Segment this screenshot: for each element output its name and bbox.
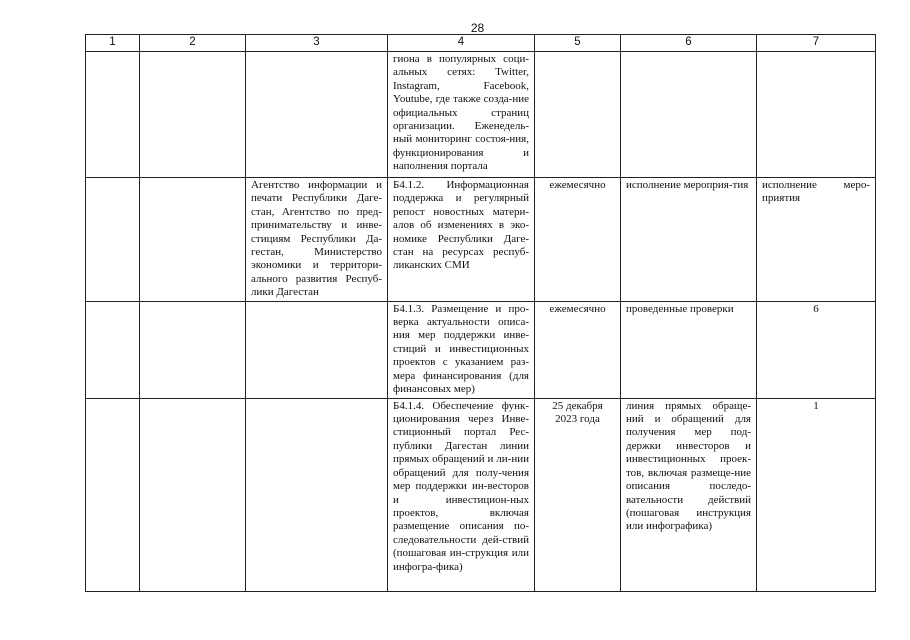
table-cell bbox=[246, 301, 388, 398]
table-cell bbox=[86, 178, 140, 302]
measure-description-cell: гиона в популярных соци-альных сетях: Twitter, Instagram, Facebook, Youtube, где также созда-ние официальных страниц организации. Еженедель-ный мониторинг состоя-ния, функционирования и наполнения портала bbox=[388, 52, 535, 178]
indicator-cell: проведенные проверки bbox=[621, 301, 757, 398]
indicator-cell: линия прямых обраще-ний и обращений для получения мер под-держки инвесторов и инвестиционных проек-тов, включая размеще-ние описания последо-вательности действий (пошаговая инструкция или инфографика) bbox=[621, 398, 757, 591]
table-cell bbox=[246, 398, 388, 591]
target-value-cell: исполнение меро-приятия bbox=[757, 178, 876, 302]
table-cell bbox=[86, 301, 140, 398]
target-value-cell: 1 bbox=[757, 398, 876, 591]
table-cell bbox=[140, 301, 246, 398]
target-value-cell: 6 bbox=[757, 301, 876, 398]
column-header-5: 5 bbox=[535, 35, 621, 52]
column-header-1: 1 bbox=[86, 35, 140, 52]
indicator-cell: исполнение мероприя-тия bbox=[621, 178, 757, 302]
header-row bbox=[86, 35, 876, 52]
document-table bbox=[85, 34, 876, 592]
table-cell bbox=[140, 178, 246, 302]
table-cell bbox=[621, 52, 757, 178]
table-row bbox=[86, 301, 876, 398]
deadline-cell: 25 декабря 2023 года bbox=[535, 398, 621, 591]
deadline-cell: ежемесячно bbox=[535, 178, 621, 302]
table-row bbox=[86, 178, 876, 302]
column-header-3: 3 bbox=[246, 35, 388, 52]
measure-description-cell: Б4.1.2. Информационная поддержка и регулярный репост новостных матери-алов об изменениях в эко-номике Республики Даге-стан на ресурсах респуб-ликанских СМИ bbox=[388, 178, 535, 302]
column-header-2: 2 bbox=[140, 35, 246, 52]
column-header-7: 7 bbox=[757, 35, 876, 52]
deadline-cell: ежемесячно bbox=[535, 301, 621, 398]
table-row bbox=[86, 52, 876, 178]
measure-description-cell: Б4.1.3. Размещение и про-верка актуальности описа-ния мер поддержки инве-стиций и инвестиционных проектов с указанием раз-мера финансирования (для финансовых мер) bbox=[388, 301, 535, 398]
table-row bbox=[86, 398, 876, 591]
responsible-agencies-cell: Агентство информации и печати Республики Даге-стан, Агентство по пред-принимательству и инве-стициям Республики Да-гестан, Министерство экономики и территори-ального развития Респуб-лики Дагестан bbox=[246, 178, 388, 302]
page-number: 28 bbox=[470, 21, 485, 35]
table-cell bbox=[140, 398, 246, 591]
measure-description-cell: Б4.1.4. Обеспечение функ-ционирования через Инве-стиционный портал Рес-публики Дагестан линии прямых обращений и ли-нии обращений для полу-чения мер поддержки ин-весторов и инвестицион-ных проектов, включая размещение описания по-следовательности дей-ствий (пошаговая ин-струкция или инфогра-фика) bbox=[388, 398, 535, 591]
table-cell bbox=[86, 52, 140, 178]
column-header-4: 4 bbox=[388, 35, 535, 52]
column-header-6: 6 bbox=[621, 35, 757, 52]
table-cell bbox=[140, 52, 246, 178]
table-cell bbox=[86, 398, 140, 591]
table-cell bbox=[757, 52, 876, 178]
table-cell bbox=[246, 52, 388, 178]
table-cell bbox=[535, 52, 621, 178]
